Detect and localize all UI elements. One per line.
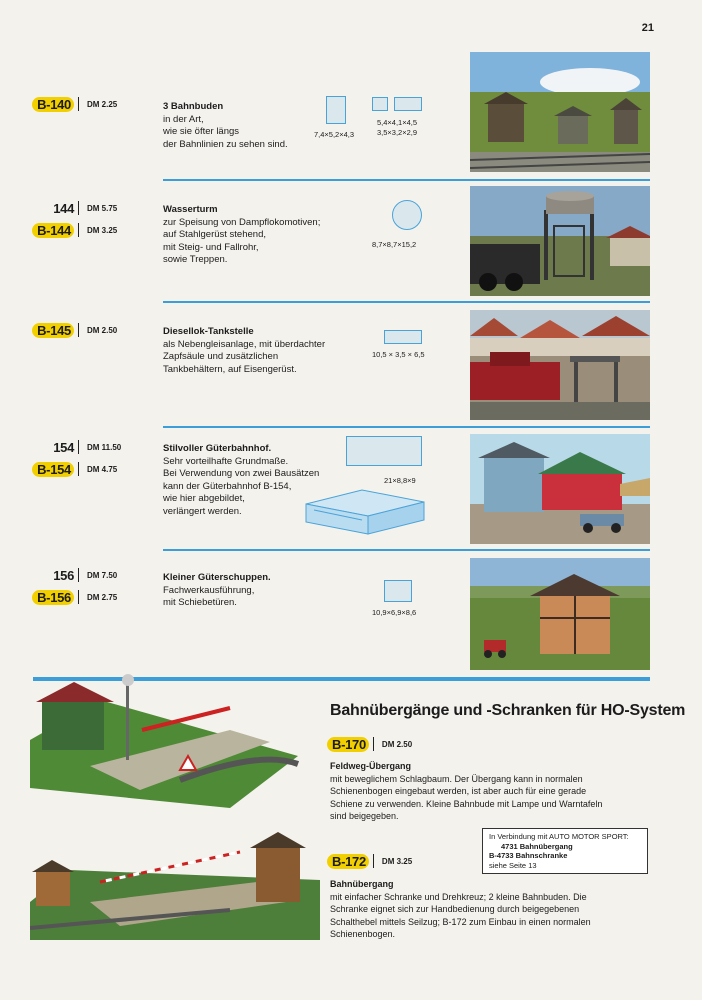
article-number: B-140: [30, 97, 74, 112]
station-drawing: [292, 484, 432, 540]
dimensions: 21×8,8×9: [384, 476, 416, 485]
price: DM 2.50: [381, 739, 413, 749]
code-line: [30, 220, 140, 240]
code-block: [30, 198, 140, 242]
desc-line: zur Speisung von Dampflokomotiven;: [163, 216, 321, 228]
separator-line: [163, 426, 650, 428]
desc-line: mit beweglichem Schlagbaum. Der Übergang kann in normalen: [330, 773, 583, 784]
desc-line: als Nebengleisanlage, mit überdachter: [163, 338, 326, 350]
floor-plan-sketch: [392, 200, 422, 230]
desc-line: mit einfacher Schranke und Drehkreuz; 2 kleine Bahnbuden. Die: [330, 891, 587, 902]
article-number: B-172: [327, 854, 369, 869]
product-title: Diesellok-Tankstelle: [163, 326, 254, 337]
product-title: Kleiner Güterschuppen.: [163, 572, 271, 583]
desc-line: Schalthebel mittels Seilzug; B-172 zum Einbau in einen normalen: [330, 916, 591, 927]
article-number: B-156: [30, 590, 74, 605]
desc-line: Zapfsäule und zusätzlichen: [163, 351, 279, 362]
desc-line: Fachwerkausführung,: [163, 584, 255, 596]
price: DM 4.75: [87, 464, 118, 474]
dimensions: 10,9×6,9×8,6: [372, 608, 417, 617]
desc-line: sind beigegeben.: [330, 811, 399, 821]
price: DM 2.75: [87, 592, 118, 602]
desc-line: sowie Treppen.: [163, 254, 228, 265]
product-photo: [470, 52, 650, 172]
product-title: Wasserturm: [163, 204, 218, 215]
product-title: 3 Bahnbuden: [163, 101, 224, 112]
crossing-photo-b172: [30, 822, 320, 942]
article-number: B-154: [30, 462, 74, 477]
product-title: Feldweg-Übergang: [330, 761, 412, 771]
price: DM 3.25: [87, 225, 118, 235]
page-number: 21: [641, 22, 654, 34]
floor-plan-sketch: [346, 436, 422, 466]
product-description: [330, 760, 650, 823]
product-photo: [470, 186, 650, 296]
desc-line: wie hier abgebildet,: [163, 493, 245, 504]
floor-plan-sketch: [384, 580, 412, 602]
article-number: B-170: [327, 737, 369, 752]
floor-plan-sketch: [326, 96, 346, 124]
product-description: [163, 326, 363, 376]
article-number: B-145: [30, 323, 74, 338]
product-title: Stilvoller Güterbahnhof.: [163, 443, 272, 454]
product-photo: [470, 310, 650, 420]
code-block: [30, 437, 140, 481]
desc-line: Bei Verwendung von zwei Bausätzen: [163, 468, 320, 479]
desc-line: Tankbehältern, auf Eisengerüst.: [163, 363, 297, 375]
dimensions: 10,5 × 3,5 × 6,5: [372, 350, 425, 359]
desc-line: Sehr vorteilhafte Grundmaße.: [163, 455, 289, 467]
desc-line: der Bahnlinien zu sehen sind.: [163, 138, 288, 150]
dimensions: 5,4×4,1×4,5 3,5×3,2×2,9: [377, 118, 418, 137]
code-line: [30, 565, 140, 585]
article-number: 144: [53, 200, 74, 216]
info-line: B-4733 Bahnschranke: [489, 851, 568, 860]
desc-line: verlängert werden.: [163, 505, 242, 517]
dimensions: 7,4×5,2×4,3: [314, 130, 355, 139]
code-block: [30, 565, 140, 609]
info-line: 4731 Bahnübergang: [501, 841, 573, 851]
desc-line: auf Stahlgerüst stehend,: [163, 229, 266, 240]
code-line: [30, 587, 140, 607]
price: DM 5.75: [87, 203, 118, 213]
info-footer: siehe Seite 13: [489, 860, 537, 870]
separator-line: [163, 549, 650, 551]
product-photo: [470, 558, 650, 670]
price: DM 2.50: [87, 325, 118, 335]
code-line: [30, 459, 140, 479]
code-block: [30, 320, 140, 342]
desc-line: Schiene zu verwenden. Kleine Bahnbude mit Lampe und Warntafeln: [330, 798, 603, 809]
desc-line: Schienenbogen eingebaut werden, ist aber auch für eine gerade: [330, 786, 587, 796]
article-number: B-144: [30, 223, 74, 238]
code-block: [327, 734, 412, 756]
code-line: [327, 734, 412, 754]
floor-plan-sketch: [384, 330, 422, 344]
desc-line: in der Art,: [163, 113, 204, 125]
crossing-photo-b170: [30, 670, 300, 812]
article-number: 154: [53, 439, 74, 455]
desc-line: wie sie öfter längs: [163, 126, 240, 137]
price: DM 3.25: [381, 856, 413, 866]
floor-plan-sketch: [372, 97, 388, 111]
code-block: [30, 94, 140, 116]
section-title: Bahnübergänge und -Schranken für HO-System: [330, 702, 686, 719]
desc-line: Schranke eignet sich zur Handbedienung durch beigegebenen: [330, 904, 580, 914]
product-photo: [470, 434, 650, 544]
desc-line: mit Schiebetüren.: [163, 597, 237, 608]
price: DM 7.50: [87, 570, 118, 580]
desc-line: Schienenbogen.: [330, 929, 396, 939]
code-line: [327, 851, 412, 871]
product-description: [330, 878, 650, 941]
price: DM 2.25: [87, 99, 118, 109]
code-line: [30, 198, 140, 218]
product-description: [163, 204, 363, 267]
product-description: [163, 572, 363, 610]
code-line: [30, 437, 140, 457]
code-line: [30, 94, 140, 114]
desc-line: kann der Güterbahnhof B-154,: [163, 480, 292, 492]
article-number: 156: [53, 567, 74, 583]
desc-line: mit Steig- und Fallrohr,: [163, 241, 259, 253]
dimensions: 8,7×8,7×15,2: [372, 240, 417, 249]
info-heading: In Verbindung mit AUTO MOTOR SPORT:: [489, 832, 629, 841]
info-box: [482, 828, 648, 874]
code-line: [30, 320, 140, 340]
code-block: [327, 851, 412, 873]
separator-line: [163, 301, 650, 303]
floor-plan-sketch: [394, 97, 422, 111]
product-title: Bahnübergang: [330, 879, 394, 889]
separator-line: [163, 179, 650, 181]
price: DM 11.50: [87, 442, 122, 452]
